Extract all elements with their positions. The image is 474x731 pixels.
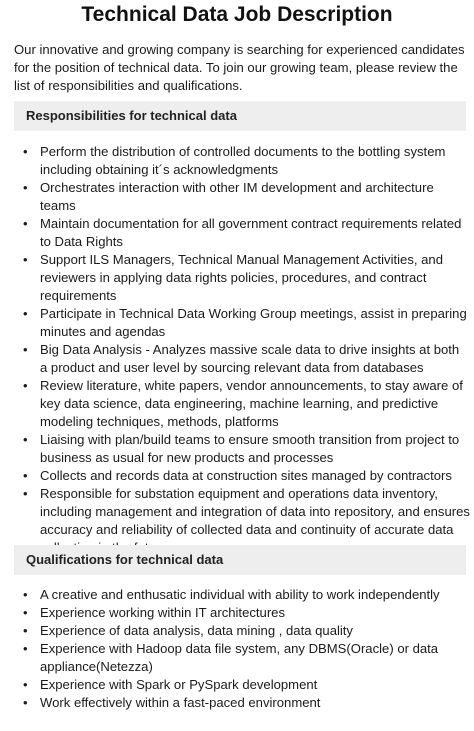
list-item: • Experience of data analysis, data mining , data quality — [40, 622, 470, 640]
list-item: • Responsible for substation equipment and operations data inventory, including management and integration of data into repository, and ensures accuracy and reliability of collected data and continuity of accurate data — [40, 485, 470, 557]
intro-paragraph: Our innovative and growing company is searching for experienced candidates for the position of technical data. To join our growing team, please review the list of responsibilities and qualifications. — [14, 42, 465, 93]
qualifications-header: Qualifications for technical data — [14, 545, 466, 575]
list-item: • Liaising with plan/build teams to ensure smooth transition from project to business as usual for new products and processes — [40, 431, 470, 467]
list-item: • Perform the distribution of controlled documents to the bottling system including obtaining it´s acknowledgments — [40, 143, 470, 179]
list-item: • Maintain documentation for all government contract requirements related to Data Rights — [40, 215, 470, 251]
list-item: • Work effectively within a fast-paced environment — [40, 694, 470, 712]
list-item: • Orchestrates interaction with other IM development and architecture teams — [40, 179, 470, 215]
responsibilities-list — [22, 143, 470, 557]
list-item: • Experience working within IT architectures — [40, 604, 470, 622]
list-item: • Experience with Hadoop data file system, any DBMS(Oracle) or data appliance(Netezza) — [40, 640, 470, 676]
list-item: • A creative and enthusatic individual with ability to work independently — [40, 586, 470, 604]
list-item: • Collects and records data at construction sites managed by contractors — [40, 467, 470, 485]
responsibilities-header: Responsibilities for technical data — [14, 101, 466, 131]
page-title: Technical Data Job Description — [81, 3, 393, 26]
list-item: • Participate in Technical Data Working Group meetings, assist in preparing minutes and agendas — [40, 305, 470, 341]
qualifications-list — [22, 586, 470, 712]
list-item: • Big Data Analysis - Analyzes massive scale data to drive insights at both a product and user level by sourcing relevant data from databases — [40, 341, 470, 377]
list-item: • Experience with Spark or PySpark development — [40, 676, 470, 694]
list-item: • Support ILS Managers, Technical Manual Management Activities, and reviewers in applying data rights policies, procedures, and contract requirements — [40, 251, 470, 305]
list-item: • Review literature, white papers, vendor announcements, to stay aware of key data science, data engineering, machine learning, and predictive modeling techniques, methods, platforms — [40, 377, 470, 431]
